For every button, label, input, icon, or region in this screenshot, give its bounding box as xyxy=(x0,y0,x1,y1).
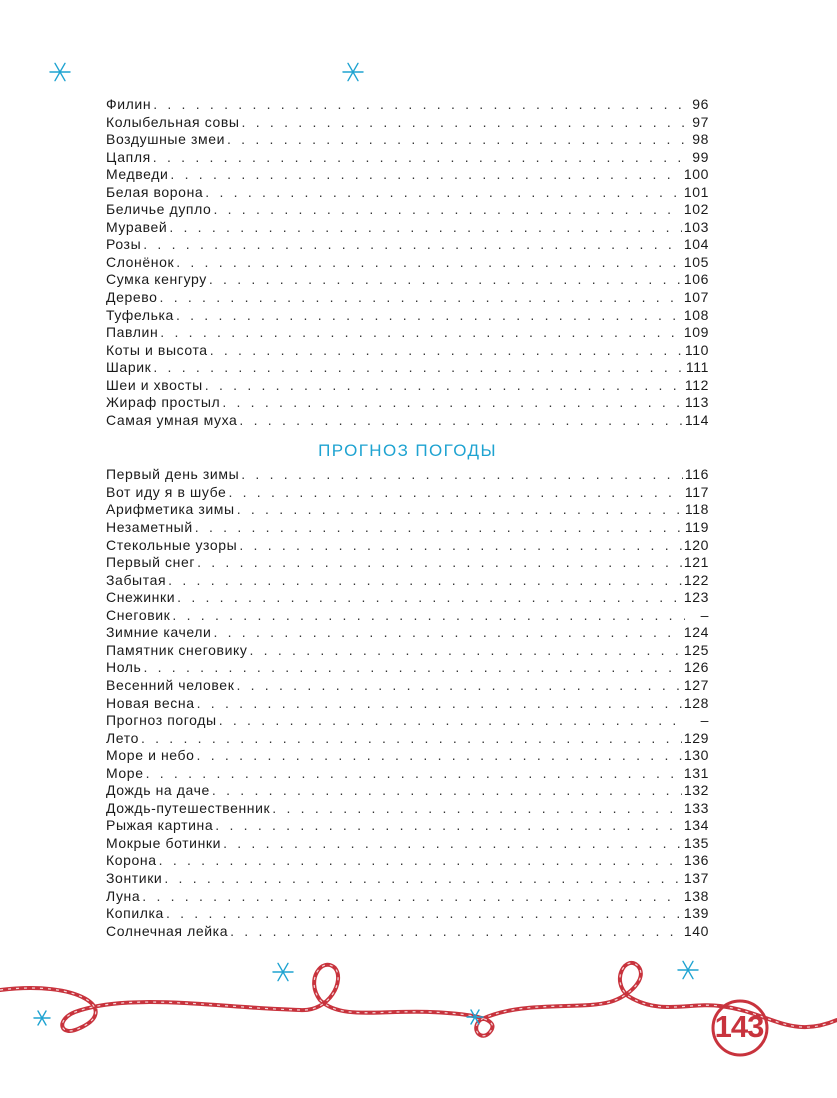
toc-entry-title: Жираф простыл xyxy=(106,394,221,411)
toc-leader-dots xyxy=(272,800,682,818)
toc-entry-title: Шарик xyxy=(106,359,152,376)
toc-leader-dots xyxy=(177,589,682,607)
toc-entry-page: 98 xyxy=(692,131,709,148)
toc-entry-title: Море xyxy=(106,764,144,781)
toc-entry xyxy=(106,852,709,870)
toc-entry-page: 104 xyxy=(683,236,709,253)
toc-entry-title: Море и небо xyxy=(106,747,195,764)
toc-entry-page: 96 xyxy=(692,96,709,112)
toc-leader-dots xyxy=(176,307,682,325)
toc-entry-page: 97 xyxy=(692,113,709,130)
toc-entry-title: Копилка xyxy=(106,905,164,922)
toc-entry-page: 123 xyxy=(683,589,709,606)
toc-entry xyxy=(106,607,709,625)
toc-entry xyxy=(106,765,709,783)
toc-leader-dots xyxy=(213,201,681,219)
toc-leader-dots xyxy=(168,572,682,590)
toc-leader-dots xyxy=(236,677,681,695)
toc-entry-page: 132 xyxy=(683,782,709,799)
toc-entry-title: Новая весна xyxy=(106,694,195,711)
toc-entry-page: 106 xyxy=(683,271,709,288)
toc-entry-page: 118 xyxy=(684,501,709,518)
toc-entry-title: Цапля xyxy=(106,148,151,165)
toc-entry-title: Медведи xyxy=(106,166,169,183)
toc-entry-page: 133 xyxy=(683,799,709,816)
toc-entry xyxy=(106,624,709,642)
toc-entry xyxy=(106,307,709,325)
toc-entry xyxy=(106,324,709,342)
toc-entry-page: – xyxy=(700,712,709,729)
toc-entry xyxy=(106,572,709,590)
toc-entry-page: 110 xyxy=(684,341,709,358)
toc-entry-page: 127 xyxy=(683,676,709,693)
toc-entry-page: 113 xyxy=(684,394,709,411)
toc-entry xyxy=(106,96,709,114)
toc-entry-page: 126 xyxy=(683,659,709,676)
toc-entry-page: 119 xyxy=(684,519,709,536)
toc-leader-dots xyxy=(228,484,682,502)
toc-entry-title: Филин xyxy=(106,96,152,112)
toc-entry-page: 124 xyxy=(683,624,709,641)
toc-leader-dots xyxy=(164,870,681,888)
toc-leader-dots xyxy=(197,747,682,765)
toc-entry xyxy=(106,114,709,132)
toc-entry-title: Зонтики xyxy=(106,869,163,886)
toc-entry-title: Дерево xyxy=(106,289,158,306)
toc-entry-title: Стекольные узоры xyxy=(106,536,238,553)
toc-entry xyxy=(106,184,709,202)
toc-leader-dots xyxy=(197,695,682,713)
toc-entry xyxy=(106,377,709,395)
toc-entry-page: 100 xyxy=(683,166,709,183)
toc-entry xyxy=(106,131,709,149)
toc-entry-title: Дождь на даче xyxy=(106,782,210,799)
toc-entry-page: – xyxy=(700,606,709,623)
toc-leader-dots xyxy=(143,659,681,677)
toc-entry-title: Первый снег xyxy=(106,554,196,571)
toc-part-1 xyxy=(106,96,709,429)
toc-leader-dots xyxy=(143,236,682,254)
toc-leader-dots xyxy=(172,607,685,625)
toc-entry-page: 109 xyxy=(683,324,709,341)
toc-entry xyxy=(106,870,709,888)
toc-entry-page: 125 xyxy=(683,641,709,658)
toc-entry-page: 137 xyxy=(683,869,709,886)
toc-entry-title: Снежинки xyxy=(106,589,176,606)
toc-part-2 xyxy=(106,466,709,940)
toc-leader-dots xyxy=(213,624,681,642)
toc-entry-page: 105 xyxy=(683,253,709,270)
toc-entry-title: Муравей xyxy=(106,218,168,235)
toc-entry-title: Беличье дупло xyxy=(106,201,212,218)
toc-entry-title: Туфелька xyxy=(106,306,174,323)
toc-entry xyxy=(106,800,709,818)
toc-entry-page: 139 xyxy=(683,905,709,922)
toc-entry-title: Забытая xyxy=(106,571,167,588)
toc-entry xyxy=(106,394,709,412)
toc-entry-title: Воздушные змеи xyxy=(106,131,225,148)
toc-entry-page: 99 xyxy=(692,148,709,165)
toc-entry xyxy=(106,817,709,835)
toc-entry-title: Корона xyxy=(106,852,157,869)
toc-leader-dots xyxy=(146,765,682,783)
toc-leader-dots xyxy=(160,324,682,342)
toc-leader-dots xyxy=(210,342,683,360)
toc-leader-dots xyxy=(153,359,684,377)
toc-leader-dots xyxy=(230,923,682,941)
toc-entry-page: 111 xyxy=(685,359,709,376)
toc-entry xyxy=(106,271,709,289)
toc-entry-page: 112 xyxy=(684,376,709,393)
toc-entry xyxy=(106,782,709,800)
toc-entry xyxy=(106,236,709,254)
toc-entry xyxy=(106,659,709,677)
toc-entry xyxy=(106,166,709,184)
toc-entry xyxy=(106,888,709,906)
table-of-contents xyxy=(106,96,709,940)
toc-entry xyxy=(106,201,709,219)
snowflake-icon xyxy=(341,60,365,84)
toc-entry-page: 102 xyxy=(683,201,709,218)
toc-entry xyxy=(106,412,709,430)
toc-entry-page: 101 xyxy=(683,183,709,200)
toc-entry xyxy=(106,359,709,377)
toc-entry-title: Белая ворона xyxy=(106,183,204,200)
toc-entry-page: 136 xyxy=(683,852,709,869)
toc-entry-page: 134 xyxy=(683,817,709,834)
section-heading: ПРОГНОЗ ПОГОДЫ xyxy=(318,441,497,461)
toc-leader-dots xyxy=(215,817,682,835)
toc-entry xyxy=(106,642,709,660)
toc-entry xyxy=(106,149,709,167)
toc-entry-title: Павлин xyxy=(106,324,159,341)
toc-entry-title: Рыжая картина xyxy=(106,817,214,834)
toc-leader-dots xyxy=(170,166,681,184)
toc-leader-dots xyxy=(153,149,685,167)
toc-entry-page: 130 xyxy=(683,747,709,764)
toc-entry-title: Зимние качели xyxy=(106,624,212,641)
toc-leader-dots xyxy=(237,501,683,519)
toc-leader-dots xyxy=(209,271,682,289)
toc-leader-dots xyxy=(160,289,682,307)
toc-entry-page: 140 xyxy=(683,922,709,939)
toc-entry xyxy=(106,747,709,765)
toc-entry-title: Прогноз погоды xyxy=(106,712,217,729)
toc-entry-title: Колыбельная совы xyxy=(106,113,240,130)
toc-leader-dots xyxy=(195,519,683,537)
toc-entry-title: Первый день зимы xyxy=(106,466,240,483)
toc-leader-dots xyxy=(239,537,681,555)
toc-entry-title: Мокрые ботинки xyxy=(106,834,222,851)
toc-entry-title: Весенний человек xyxy=(106,676,235,693)
toc-entry-page: 103 xyxy=(683,218,709,235)
toc-entry xyxy=(106,342,709,360)
toc-leader-dots xyxy=(212,782,682,800)
toc-entry-page: 107 xyxy=(683,289,709,306)
toc-leader-dots xyxy=(242,114,685,132)
toc-entry-title: Арифметика зимы xyxy=(106,501,235,518)
toc-leader-dots xyxy=(249,642,681,660)
toc-entry xyxy=(106,289,709,307)
toc-entry-title: Слонёнок xyxy=(106,253,175,270)
toc-entry xyxy=(106,923,709,941)
toc-leader-dots xyxy=(205,377,683,395)
toc-leader-dots xyxy=(241,466,683,484)
toc-entry-page: 116 xyxy=(684,466,709,483)
toc-entry-title: Памятник снеговику xyxy=(106,641,248,658)
toc-leader-dots xyxy=(223,835,682,853)
toc-entry-title: Сумка кенгуру xyxy=(106,271,207,288)
toc-entry-title: Розы xyxy=(106,236,142,253)
toc-leader-dots xyxy=(176,254,682,272)
toc-entry-page: 131 xyxy=(683,764,709,781)
toc-leader-dots xyxy=(239,412,682,430)
toc-entry-page: 138 xyxy=(683,887,709,904)
toc-leader-dots xyxy=(169,219,682,237)
toc-entry-page: 114 xyxy=(684,411,709,428)
toc-entry xyxy=(106,712,709,730)
toc-entry-page: 135 xyxy=(683,834,709,851)
toc-entry xyxy=(106,589,709,607)
toc-entry xyxy=(106,677,709,695)
toc-entry-title: Луна xyxy=(106,887,141,904)
toc-entry-title: Солнечная лейка xyxy=(106,922,229,939)
toc-leader-dots xyxy=(159,852,682,870)
toc-entry-title: Снеговик xyxy=(106,606,171,623)
toc-entry xyxy=(106,554,709,572)
toc-entry-page: 120 xyxy=(683,536,709,553)
toc-entry xyxy=(106,484,709,502)
page-number: 143 xyxy=(714,1009,764,1044)
snowflake-icon xyxy=(48,60,72,84)
toc-leader-dots xyxy=(197,554,682,572)
toc-entry-title: Коты и высота xyxy=(106,341,208,358)
toc-entry-page: 117 xyxy=(684,483,709,500)
toc-entry-page: 128 xyxy=(683,694,709,711)
toc-entry xyxy=(106,254,709,272)
toc-entry-page: 129 xyxy=(683,729,709,746)
toc-entry xyxy=(106,905,709,923)
toc-entry-title: Вот иду я в шубе xyxy=(106,483,227,500)
toc-leader-dots xyxy=(153,96,685,114)
toc-leader-dots xyxy=(227,131,685,149)
toc-leader-dots xyxy=(142,888,682,906)
toc-leader-dots xyxy=(205,184,682,202)
toc-leader-dots xyxy=(141,730,682,748)
toc-entry-page: 108 xyxy=(683,306,709,323)
toc-entry-title: Незаметный xyxy=(106,519,193,536)
toc-entry-title: Ноль xyxy=(106,659,142,676)
toc-entry-title: Дождь-путешественник xyxy=(106,799,271,816)
toc-leader-dots xyxy=(222,394,683,412)
toc-leader-dots xyxy=(166,905,682,923)
toc-entry xyxy=(106,519,709,537)
toc-entry xyxy=(106,537,709,555)
toc-entry xyxy=(106,501,709,519)
toc-entry-title: Самая умная муха xyxy=(106,411,238,428)
toc-entry-title: Лето xyxy=(106,729,139,746)
toc-entry-page: 122 xyxy=(683,571,709,588)
toc-entry xyxy=(106,835,709,853)
toc-entry xyxy=(106,219,709,237)
toc-entry xyxy=(106,466,709,484)
toc-entry-page: 121 xyxy=(683,554,709,571)
toc-leader-dots xyxy=(219,712,685,730)
toc-entry-title: Шеи и хвосты xyxy=(106,376,203,393)
toc-entry xyxy=(106,730,709,748)
toc-entry xyxy=(106,695,709,713)
